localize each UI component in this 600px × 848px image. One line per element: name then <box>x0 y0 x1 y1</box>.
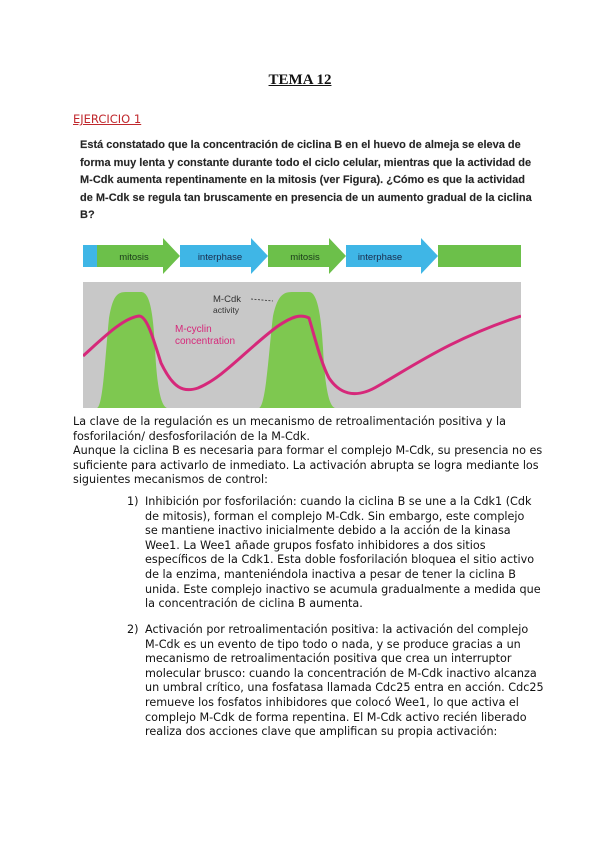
cyclin-label-line2: concentration <box>175 336 236 347</box>
phase-label-1: mitosis <box>119 252 149 263</box>
activity-label-line2: activity <box>213 305 239 315</box>
phase-label-2: interphase <box>197 252 243 263</box>
list-line: la concentración de ciclina B aumenta. <box>145 597 363 611</box>
question-line: forma muy lenta y constante durante todo el ciclo celular, mientras que la actividad de <box>80 156 532 169</box>
question-line: de M-Cdk se regula tan bruscamente en presencia de un aumento gradual de la ciclina <box>80 191 532 204</box>
answer-text <box>73 415 543 488</box>
intro-line: Aunque la ciclina B es necesaria para formar el complejo M-Cdk, su presencia no es <box>73 444 543 458</box>
mitosis-stub <box>438 245 521 267</box>
list-line: de la enzima, manteniéndola inactiva a pesar de tener la ciclina B <box>145 567 516 581</box>
list-number: 2) <box>127 623 139 636</box>
intro-line: La clave de la regulación es un mecanismo de retroalimentación positiva y la <box>73 415 506 428</box>
list-line: realiza dos acciones clave que amplifican su propia activación: <box>145 725 498 739</box>
page-title: TEMA 12 <box>268 72 332 88</box>
phase-arrows <box>83 238 521 274</box>
intro-line: suficiente para activarlo de inmediato. La activación abrupta se logra mediante los <box>73 458 539 472</box>
cell-cycle-figure <box>83 238 521 408</box>
intro-line: fosforilación/ desfosforilación de la M-Cdk. <box>73 429 310 443</box>
phase-label-3: mitosis <box>290 252 320 263</box>
list-line: complejo M-Cdk de forma repentina. El M-Cdk activo recién liberado <box>145 710 527 724</box>
exercise-heading: EJERCICIO 1 <box>73 112 142 126</box>
question-line: M-Cdk aumenta repentinamente en la mitosis (ver Figura). ¿Cómo es que la actividad <box>80 174 525 187</box>
list-line: unida. Este complejo inactivo se acumula gradualmente a medida que <box>145 582 541 596</box>
intro-line: siguientes mecanismos de control: <box>73 473 268 487</box>
list-line: Inhibición por fosforilación: cuando la ciclina B se une a la Cdk1 (Cdk <box>145 495 532 508</box>
list-number: 1) <box>127 495 139 508</box>
list-line: remueve los fosfatos inhibidores que colocó Wee1, lo que activa el <box>145 695 519 709</box>
question-line: B? <box>80 209 95 222</box>
list-line: M-Cdk es un evento de tipo todo o nada, y se produce gracias a un <box>145 637 521 651</box>
list-line: de mitosis), forman el complejo M-Cdk. Sin embargo, este complejo <box>145 509 525 523</box>
question-line: Está constatado que la concentración de ciclina B en el huevo de almeja se eleva de <box>80 139 521 151</box>
list-line: se mantiene inactivo inicialmente debido a la acción de la kinasa <box>145 524 511 538</box>
phase-label-4: interphase <box>357 252 403 263</box>
list-line: específicos de la Cdk1. Esta doble fosforilación bloquea el sitio activo <box>145 553 535 567</box>
activity-label-line1: M-Cdk <box>213 294 241 305</box>
interphase-stub <box>83 245 97 267</box>
list-line: un umbral crítico, una fosfatasa llamada Cdc25 entra en acción. Cdc25 <box>145 681 544 695</box>
list-line: Activación por retroalimentación positiva: la activación del complejo <box>145 623 529 636</box>
list-line: mecanismo de retroalimentación positiva que crea un interruptor <box>145 652 512 666</box>
question-paragraph <box>80 137 550 225</box>
list-line: Wee1. La Wee1 añade grupos fosfato inhibidores a dos sitios <box>145 538 486 552</box>
list-line: molecular brusco: cuando la concentración de M-Cdk inactivo alcanza <box>145 666 537 680</box>
cyclin-label-line1: M-cyclin <box>175 324 212 335</box>
